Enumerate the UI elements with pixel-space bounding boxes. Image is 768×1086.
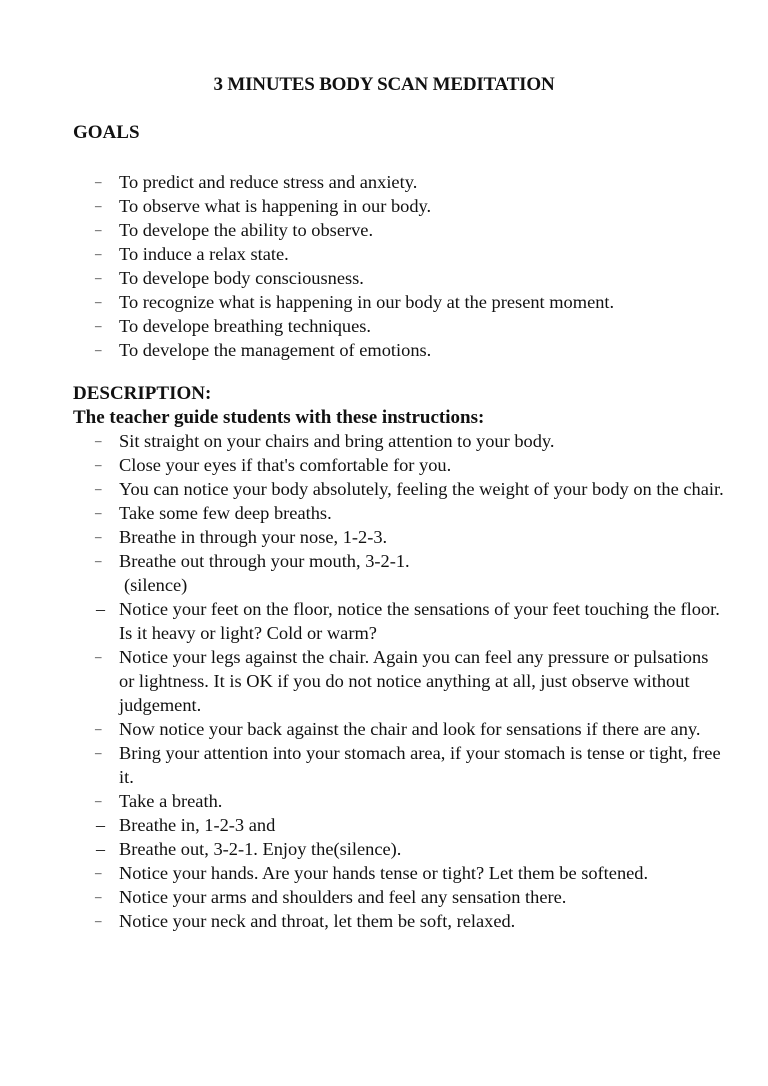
- instruction-item: [0, 837, 768, 861]
- bullet-dash: –: [96, 839, 105, 859]
- instruction-text: Notice your neck and throat, let them be soft, relaxed.: [119, 911, 516, 931]
- goal-text: To develope breathing techniques.: [119, 316, 372, 336]
- goal-text: To develope the management of emotions.: [119, 340, 432, 360]
- bullet-dash: –: [95, 433, 102, 448]
- description-heading: DESCRIPTION:: [73, 383, 212, 404]
- instruction-item: [0, 717, 768, 741]
- instruction-item: [0, 741, 768, 789]
- instruction-item: [0, 429, 768, 453]
- goal-text: To develope body consciousness.: [119, 268, 364, 288]
- bullet-dash: –: [95, 793, 102, 808]
- instruction-text: Notice your feet on the floor, notice the sensations of your feet touching the floor. Is it heavy or light? Cold or warm?: [119, 599, 720, 643]
- instruction-item: [0, 549, 768, 573]
- bullet-dash: –: [95, 198, 102, 213]
- instruction-item: [0, 525, 768, 549]
- instruction-item: [0, 453, 768, 477]
- instruction-item: [0, 813, 768, 837]
- bullet-dash: –: [95, 342, 102, 357]
- bullet-dash: –: [95, 481, 102, 496]
- goal-text: To develope the ability to observe.: [119, 220, 374, 240]
- bullet-dash: –: [95, 745, 102, 760]
- goal-text: To induce a relax state.: [119, 244, 289, 264]
- instruction-text: Breathe out, 3-2-1. Enjoy the(silence).: [119, 839, 402, 859]
- instruction-text: Notice your hands. Are your hands tense or tight? Let them be softened.: [119, 863, 649, 883]
- instruction-text: Breathe in through your nose, 1-2-3.: [119, 527, 388, 547]
- silence-note: [0, 573, 768, 597]
- bullet-dash: –: [95, 529, 102, 544]
- instruction-item: [0, 885, 768, 909]
- instruction-item: [0, 645, 768, 717]
- instruction-text: Sit straight on your chairs and bring attention to your body.: [119, 431, 555, 451]
- bullet-dash: –: [95, 270, 102, 285]
- document-title: 3 MINUTES BODY SCAN MEDITATION: [213, 74, 555, 95]
- instruction-text: Breathe out through your mouth, 3-2-1.: [119, 551, 410, 571]
- goal-item: [0, 218, 768, 242]
- instruction-text: Take a breath.: [119, 791, 223, 811]
- instruction-item: [0, 597, 768, 645]
- goal-item: [0, 266, 768, 290]
- instruction-text: Breathe in, 1-2-3 and: [119, 815, 276, 835]
- bullet-dash: –: [96, 599, 105, 619]
- bullet-dash: –: [95, 174, 102, 189]
- bullet-dash: –: [95, 505, 102, 520]
- instruction-text: Take some few deep breaths.: [119, 503, 332, 523]
- bullet-dash: –: [95, 865, 102, 880]
- goal-text: To predict and reduce stress and anxiety.: [119, 172, 418, 192]
- goals-list: [0, 170, 768, 362]
- instruction-item: [0, 861, 768, 885]
- goal-item: [0, 194, 768, 218]
- instruction-item: [0, 501, 768, 525]
- instructions-list: [0, 429, 768, 933]
- bullet-dash: –: [95, 649, 102, 664]
- instruction-text: Bring your attention into your stomach area, if your stomach is tense or tight, free it.: [119, 743, 721, 787]
- goal-text: To recognize what is happening in our body at the present moment.: [119, 292, 615, 312]
- description-intro: The teacher guide students with these instructions:: [73, 407, 485, 428]
- bullet-dash: –: [95, 913, 102, 928]
- bullet-dash: –: [95, 318, 102, 333]
- bullet-dash: –: [95, 457, 102, 472]
- goal-item: [0, 170, 768, 194]
- instruction-item: [0, 909, 768, 933]
- bullet-dash: –: [95, 222, 102, 237]
- bullet-dash: –: [95, 889, 102, 904]
- bullet-dash: –: [95, 553, 102, 568]
- instruction-text: Close your eyes if that's comfortable for you.: [119, 455, 452, 475]
- bullet-dash: –: [95, 721, 102, 736]
- goal-item: [0, 338, 768, 362]
- goal-item: [0, 242, 768, 266]
- goal-item: [0, 290, 768, 314]
- instruction-text: You can notice your body absolutely, feeling the weight of your body on the chair.: [119, 479, 724, 499]
- silence-text: (silence): [124, 575, 188, 595]
- bullet-dash: –: [96, 815, 105, 835]
- instruction-text: Notice your arms and shoulders and feel any sensation there.: [119, 887, 567, 907]
- instruction-item: [0, 789, 768, 813]
- instruction-text: Now notice your back against the chair and look for sensations if there are any.: [119, 719, 701, 739]
- bullet-dash: –: [95, 294, 102, 309]
- goals-heading: GOALS: [73, 122, 140, 143]
- instruction-item: [0, 477, 768, 501]
- goal-item: [0, 314, 768, 338]
- bullet-dash: –: [95, 246, 102, 261]
- goal-text: To observe what is happening in our body.: [119, 196, 432, 216]
- instruction-text: Notice your legs against the chair. Again you can feel any pressure or pulsations or lightness. It is OK if you do not notice anything at all, just observe without judgement.: [119, 647, 709, 715]
